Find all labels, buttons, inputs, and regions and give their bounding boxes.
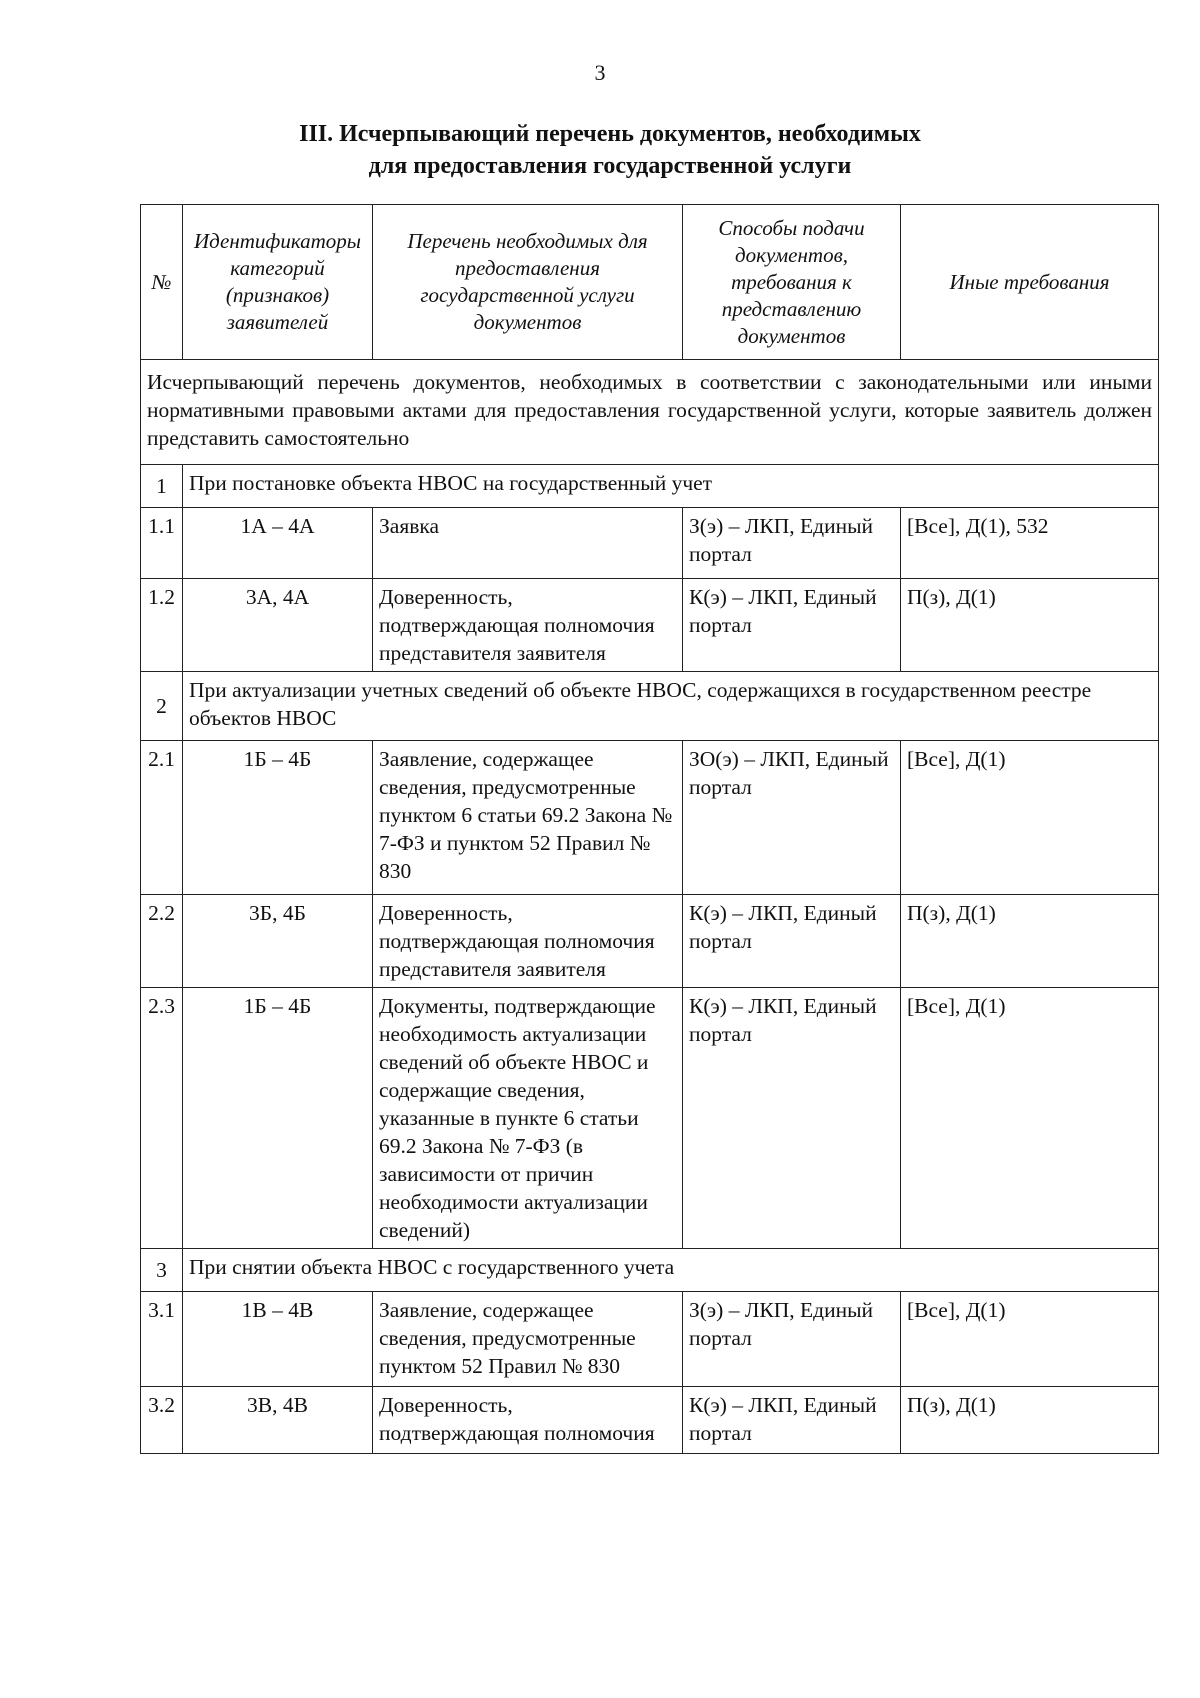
row-num: 2.1	[141, 741, 183, 895]
row-applicant-ids: 1В – 4В	[183, 1292, 373, 1387]
page-number: 3	[594, 60, 606, 85]
table-row	[141, 1387, 1159, 1454]
row-document: Доверенность, подтверждающая полномочия	[373, 1387, 683, 1454]
row-document: Доверенность, подтверждающая полномочия представителя заявителя	[373, 895, 683, 988]
row-method: К(э) – ЛКП, Единый портал	[683, 895, 901, 988]
row-applicant-ids: 3Б, 4Б	[183, 895, 373, 988]
section-title	[250, 118, 970, 182]
table-row	[141, 508, 1159, 579]
row-num: 3.1	[141, 1292, 183, 1387]
row-method: ЗО(э) – ЛКП, Единый портал	[683, 741, 901, 895]
row-num: 1.1	[141, 508, 183, 579]
row-num: 2.3	[141, 988, 183, 1249]
row-other: [Все], Д(1)	[901, 1292, 1159, 1387]
section-title-line-2: для предоставления государственной услуги	[368, 153, 852, 179]
header-num: №	[141, 205, 183, 360]
group-title: При постановке объекта НВОС на государственный учет	[183, 465, 1159, 508]
row-applicant-ids: 1Б – 4Б	[183, 741, 373, 895]
header-documents: Перечень необходимых для предоставления государственной услуги документов	[373, 205, 683, 360]
group-title: При снятии объекта НВОС с государственного учета	[183, 1249, 1159, 1292]
group-row	[141, 465, 1159, 508]
row-other: [Все], Д(1), 532	[901, 508, 1159, 579]
row-other: П(з), Д(1)	[901, 579, 1159, 672]
section-title-line-1: III. Исчерпывающий перечень документов, необходимых	[299, 121, 921, 147]
row-document: Заявление, содержащее сведения, предусмотренные пунктом 6 статьи 69.2 Закона № 7-ФЗ и пунктом 52 Правил № 830	[373, 741, 683, 895]
group-row	[141, 1249, 1159, 1292]
row-method: З(э) – ЛКП, Единый портал	[683, 1292, 901, 1387]
header-other-requirements: Иные требования	[901, 205, 1159, 360]
row-document: Заявка	[373, 508, 683, 579]
row-other: П(з), Д(1)	[901, 1387, 1159, 1454]
group-num: 3	[141, 1249, 183, 1292]
table-row	[141, 1292, 1159, 1387]
table-header-row	[141, 205, 1159, 360]
row-method: К(э) – ЛКП, Единый портал	[683, 988, 901, 1249]
row-applicant-ids: 1А – 4А	[183, 508, 373, 579]
row-method: К(э) – ЛКП, Единый портал	[683, 579, 901, 672]
group-title: При актуализации учетных сведений об объекте НВОС, содержащихся в государственном реестре объектов НВОС	[183, 672, 1159, 741]
documents-table	[140, 204, 1159, 1454]
row-num: 3.2	[141, 1387, 183, 1454]
table-row	[141, 579, 1159, 672]
group-num: 1	[141, 465, 183, 508]
row-num: 2.2	[141, 895, 183, 988]
row-num: 1.2	[141, 579, 183, 672]
row-method: З(э) – ЛКП, Единый портал	[683, 508, 901, 579]
table-row	[141, 988, 1159, 1249]
table-row	[141, 895, 1159, 988]
row-document: Заявление, содержащее сведения, предусмотренные пунктом 52 Правил № 830	[373, 1292, 683, 1387]
row-document: Доверенность, подтверждающая полномочия представителя заявителя	[373, 579, 683, 672]
header-submission-methods: Способы подачи документов, требования к представлению документов	[683, 205, 901, 360]
group-num: 2	[141, 672, 183, 741]
intro-text: Исчерпывающий перечень документов, необходимых в соответствии с законодательными или иными нормативными правовыми актами для предоставления государственной услуги, которые заявитель должен представить самостоятельно	[141, 360, 1159, 465]
row-applicant-ids: 3А, 4А	[183, 579, 373, 672]
row-document: Документы, подтверждающие необходимость актуализации сведений об объекте НВОС и содержащие сведения, указанные в пункте 6 статьи 69.2 Закона № 7-ФЗ (в зависимости от причин необходимости актуализации сведений)	[373, 988, 683, 1249]
row-method: К(э) – ЛКП, Единый портал	[683, 1387, 901, 1454]
header-applicant-ids: Идентификаторы категорий (признаков) заявителей	[183, 205, 373, 360]
row-other: [Все], Д(1)	[901, 741, 1159, 895]
row-other: П(з), Д(1)	[901, 895, 1159, 988]
row-applicant-ids: 1Б – 4Б	[183, 988, 373, 1249]
intro-row	[141, 360, 1159, 465]
row-applicant-ids: 3В, 4В	[183, 1387, 373, 1454]
row-other: [Все], Д(1)	[901, 988, 1159, 1249]
group-row	[141, 672, 1159, 741]
table-row	[141, 741, 1159, 895]
